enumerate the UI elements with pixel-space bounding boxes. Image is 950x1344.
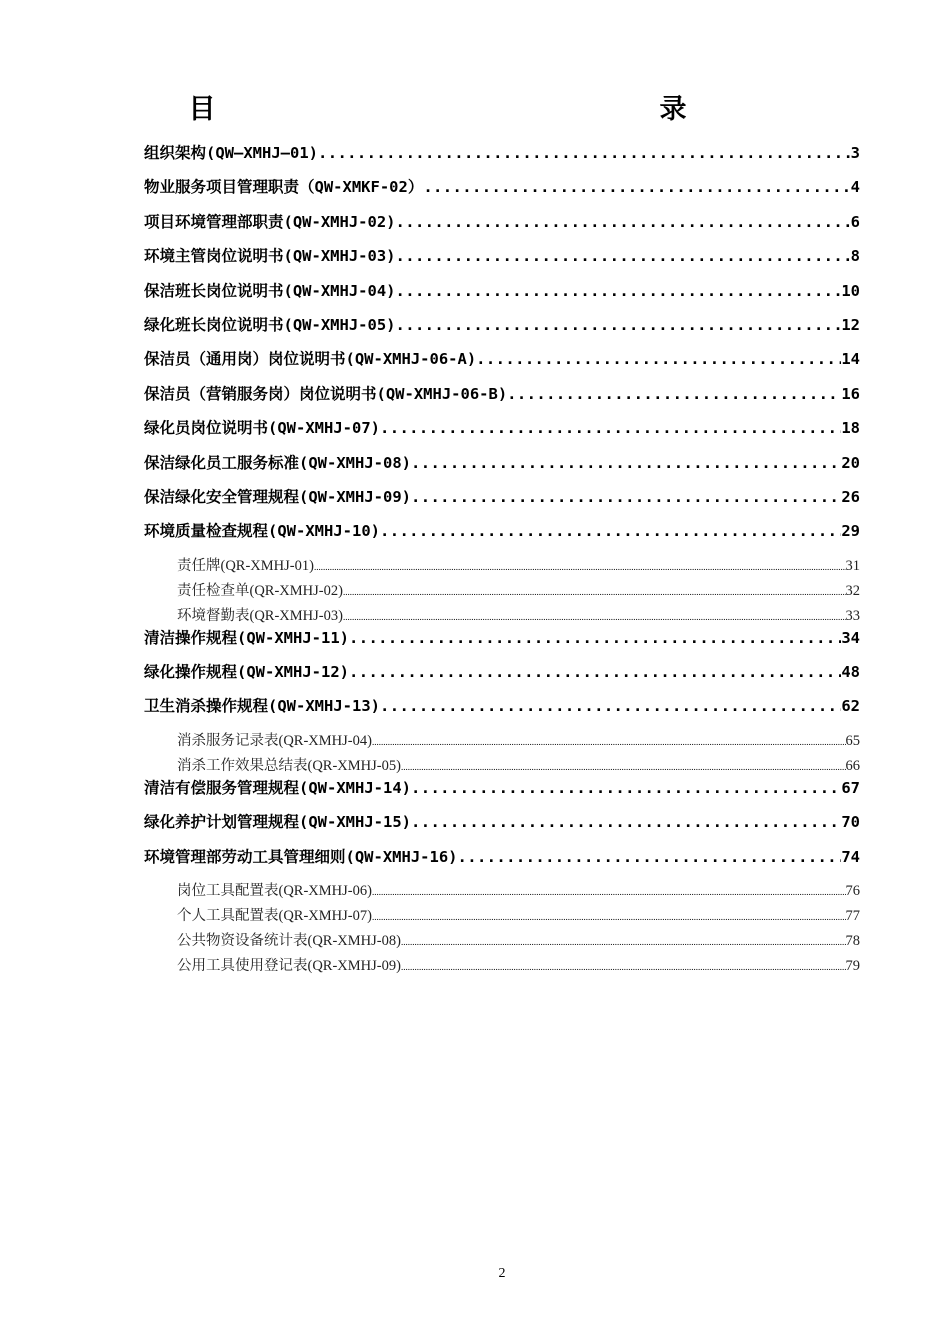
- toc-entry[interactable]: [144, 689, 860, 723]
- toc-subentry-title: 环境督勤表(QR-XMHJ-03): [177, 607, 343, 624]
- dot-leader: [318, 136, 851, 170]
- dot-leader: [349, 655, 841, 689]
- toc-entry-title: 项目环境管理部职责(QW-XMHJ-02): [144, 212, 396, 231]
- toc-entry-page: 14: [841, 350, 860, 369]
- toc-entry[interactable]: [144, 170, 860, 204]
- toc-entry[interactable]: [144, 480, 860, 514]
- toc-entry-page: 16: [841, 384, 860, 403]
- toc-entry-title: 清洁有偿服务管理规程(QW-XMHJ-14): [144, 778, 411, 797]
- toc-entry-page: 34: [841, 628, 860, 647]
- toc-entry[interactable]: [144, 411, 860, 445]
- toc-subentry-title: 岗位工具配置表(QR-XMHJ-06): [177, 883, 372, 900]
- toc-entry-title: 卫生消杀操作规程(QW-XMHJ-13): [144, 697, 380, 716]
- toc-entry-title: 保洁绿化员工服务标准(QW-XMHJ-08): [144, 453, 411, 472]
- toc-entry-page: 62: [841, 697, 860, 716]
- dot-leader: [343, 580, 846, 604]
- toc-entry-page: 67: [841, 778, 860, 797]
- toc-subentry-page: 65: [845, 732, 860, 749]
- toc-entry[interactable]: [144, 446, 860, 480]
- toc-subentry-page: 79: [845, 958, 860, 975]
- toc-entry[interactable]: [144, 840, 860, 874]
- toc-subentry-title: 消杀工作效果总结表(QR-XMHJ-05): [177, 757, 401, 774]
- toc-subentry[interactable]: [144, 729, 860, 754]
- toc-entry[interactable]: [144, 805, 860, 839]
- toc-entry-title: 保洁班长岗位说明书(QW-XMHJ-04): [144, 281, 396, 300]
- toc-entry-title: 绿化养护计划管理规程(QW-XMHJ-15): [144, 813, 411, 832]
- toc-subentry-title: 公用工具使用登记表(QR-XMHJ-09): [177, 958, 401, 975]
- toc-entry-title: 保洁员（通用岗）岗位说明书(QW-XMHJ-06-A): [144, 350, 477, 369]
- toc-entry-title: 保洁绿化安全管理规程(QW-XMHJ-09): [144, 487, 411, 506]
- dot-leader: [476, 342, 841, 376]
- toc-subentry-title: 责任牌(QR-XMHJ-01): [177, 557, 314, 574]
- toc-entry-title: 清洁操作规程(QW-XMHJ-11): [144, 628, 349, 647]
- toc-subentry-title: 责任检查单(QR-XMHJ-02): [177, 582, 343, 599]
- toc-entry-title: 绿化操作规程(QW-XMHJ-12): [144, 663, 349, 682]
- toc-entry[interactable]: [144, 308, 860, 342]
- toc-entry-page: 10: [841, 281, 860, 300]
- toc-entry-page: 4: [850, 178, 860, 197]
- dot-leader: [411, 480, 841, 514]
- dot-leader: [372, 730, 846, 754]
- toc-subentry-page: 31: [845, 557, 860, 574]
- toc-entry-title: 绿化班长岗位说明书(QW-XMHJ-05): [144, 315, 396, 334]
- toc-entry[interactable]: [144, 514, 860, 548]
- toc-entry[interactable]: [144, 136, 860, 170]
- toc-title: 目 录: [188, 94, 817, 125]
- toc-subentry-title: 个人工具配置表(QR-XMHJ-07): [177, 908, 372, 925]
- toc-entry[interactable]: [144, 342, 860, 376]
- toc-subentry-page: 77: [845, 908, 860, 925]
- toc-entry-title: 环境主管岗位说明书(QW-XMHJ-03): [144, 247, 396, 266]
- toc-subentry-page: 33: [845, 607, 860, 624]
- toc-entry-page: 18: [841, 419, 860, 438]
- dot-leader: [380, 689, 841, 723]
- toc-entry-page: 26: [841, 487, 860, 506]
- toc-entry[interactable]: [144, 205, 860, 239]
- dot-leader: [395, 274, 841, 308]
- toc-entry[interactable]: [144, 377, 860, 411]
- toc-subentry-title: 消杀服务记录表(QR-XMHJ-04): [177, 732, 372, 749]
- dot-leader: [395, 308, 841, 342]
- dot-leader: [380, 514, 841, 548]
- dot-leader: [395, 205, 850, 239]
- dot-leader: [401, 955, 846, 979]
- dot-leader: [349, 621, 841, 655]
- toc-subentry[interactable]: [144, 929, 860, 954]
- toc-subentry[interactable]: [144, 904, 860, 929]
- toc-entry-page: 12: [841, 315, 860, 334]
- toc-entry[interactable]: [144, 621, 860, 655]
- toc-entry[interactable]: [144, 771, 860, 805]
- dot-leader: [411, 805, 841, 839]
- toc-subentry[interactable]: [144, 554, 860, 579]
- toc-subentry-page: 32: [845, 582, 860, 599]
- dot-leader: [423, 170, 850, 204]
- toc-subentry[interactable]: [144, 579, 860, 604]
- toc-subentry-page: 66: [845, 757, 860, 774]
- dot-leader: [411, 771, 841, 805]
- dot-leader: [457, 840, 841, 874]
- toc-entry-title: 绿化员岗位说明书(QW-XMHJ-07): [144, 419, 380, 438]
- toc-entry-title: 保洁员（营销服务岗）岗位说明书(QW-XMHJ-06-B): [144, 384, 508, 403]
- toc-entry-page: 74: [841, 847, 860, 866]
- toc-entry-title: 环境管理部劳动工具管理细则(QW-XMHJ-16): [144, 847, 458, 866]
- dot-leader: [314, 555, 846, 579]
- toc-subentry-page: 76: [845, 883, 860, 900]
- toc-entry-page: 3: [850, 144, 860, 162]
- toc-entry-title: 物业服务项目管理职责（QW-XMKF-02）: [144, 178, 424, 197]
- toc-subentry-title: 公共物资设备统计表(QR-XMHJ-08): [177, 933, 401, 950]
- dot-leader: [395, 239, 850, 273]
- dot-leader: [372, 905, 846, 929]
- dot-leader: [411, 446, 841, 480]
- toc-subentry-page: 78: [845, 933, 860, 950]
- table-of-contents: [144, 136, 860, 979]
- toc-entry-title: 组织架构(QW—XMHJ—01): [144, 144, 318, 162]
- toc-entry-page: 20: [841, 453, 860, 472]
- toc-entry[interactable]: [144, 239, 860, 273]
- toc-entry-page: 6: [850, 212, 860, 231]
- toc-entry-page: 70: [841, 813, 860, 832]
- toc-entry-page: 48: [841, 663, 860, 682]
- dot-leader: [401, 930, 846, 954]
- toc-entry-page: 29: [841, 522, 860, 541]
- toc-entry[interactable]: [144, 655, 860, 689]
- page-number: 2: [498, 1266, 506, 1281]
- toc-entry-page: 8: [850, 247, 860, 266]
- dot-leader: [507, 377, 841, 411]
- toc-entry[interactable]: [144, 274, 860, 308]
- dot-leader: [380, 411, 841, 445]
- toc-subentry[interactable]: [144, 879, 860, 904]
- dot-leader: [372, 880, 846, 904]
- toc-entry-title: 环境质量检查规程(QW-XMHJ-10): [144, 522, 380, 541]
- toc-subentry[interactable]: [144, 954, 860, 979]
